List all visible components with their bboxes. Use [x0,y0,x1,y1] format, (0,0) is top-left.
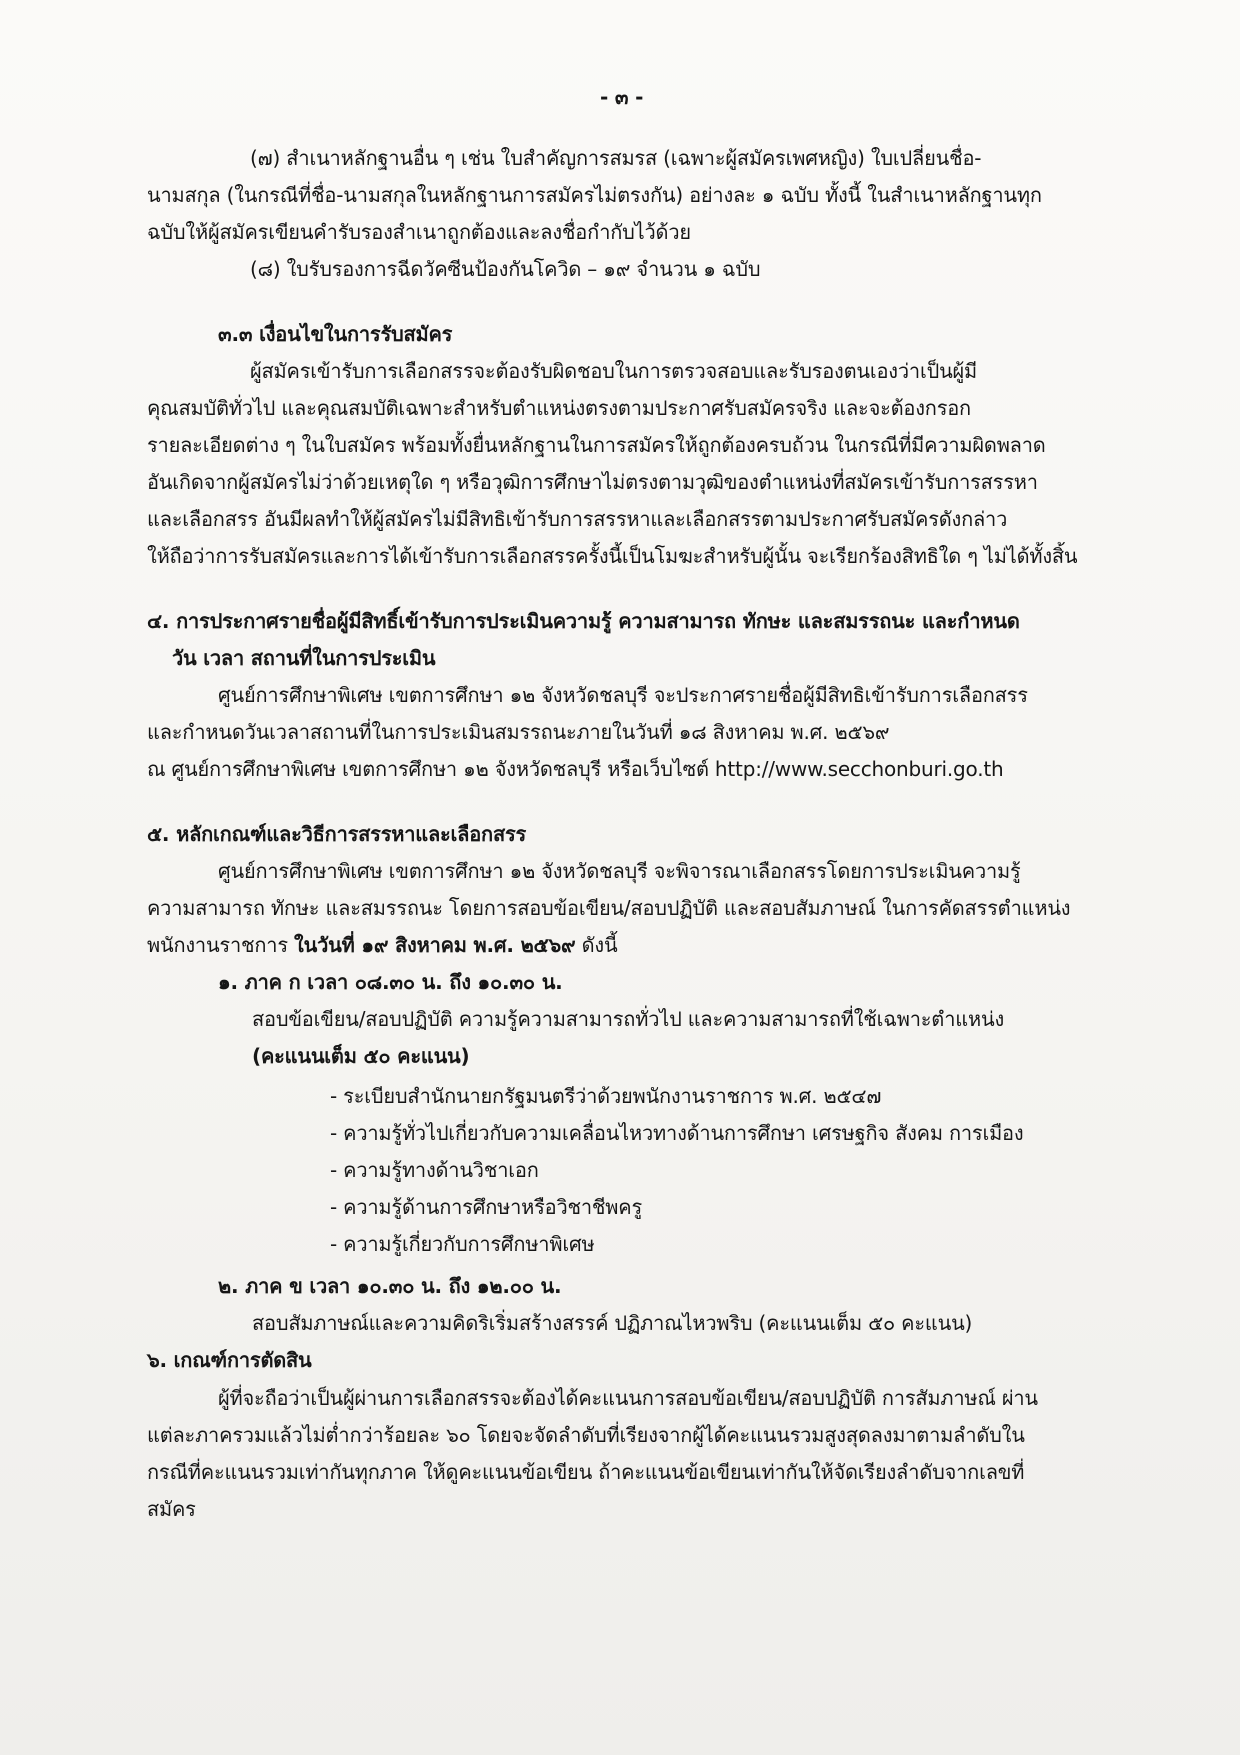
part-a-score: (คะแนนเต็ม ๕๐ คะแนน) [252,1044,470,1068]
part-a-bullet: - ความรู้ด้านการศึกษาหรือวิชาชีพครู [330,1195,642,1219]
part-a-bullet: - ระเบียบสำนักนายกรัฐมนตรีว่าด้วยพนักงานราชการ พ.ศ. ๒๕๔๗ [330,1084,882,1108]
part-a-desc: สอบข้อเขียน/สอบปฏิบัติ ความรู้ความสามารถทั่วไป และความสามารถที่ใช้เฉพาะตำแหน่ง [252,1007,1005,1031]
section-6-line: สมัคร [147,1497,196,1521]
item-7-line-1: (๗) สำเนาหลักฐานอื่น ๆ เช่น ใบสำคัญการสมรส (เฉพาะผู้สมัครเพศหญิง) ใบเปลี่ยนชื่อ- [250,146,982,170]
section-3-3-line: อันเกิดจากผู้สมัครไม่ว่าด้วยเหตุใด ๆ หรือวุฒิการศึกษาไม่ตรงตามวุฒิของตำแหน่งที่สมัครเข้ารับการสรรหา [147,470,1038,494]
part-a-title: ๑. ภาค ก เวลา ๐๘.๓๐ น. ถึง ๑๐.๓๐ น. [218,970,563,994]
section-4-line-2: และกำหนดวันเวลาสถานที่ในการประเมินสมรรถนะภายในวันที่ ๑๘ สิงหาคม พ.ศ. ๒๕๖๙ [147,720,890,744]
part-a-bullet: - ความรู้เกี่ยวกับการศึกษาพิเศษ [330,1232,595,1256]
section-6-line: ผู้ที่จะถือว่าเป็นผู้ผ่านการเลือกสรรจะต้องได้คะแนนการสอบข้อเขียน/สอบปฏิบัติ การสัมภาษณ์ ผ่าน [218,1386,1038,1410]
section-5-line-1: ศูนย์การศึกษาพิเศษ เขตการศึกษา ๑๒ จังหวัดชลบุรี จะพิจารณาเลือกสรรโดยการประเมินความรู้ [218,859,1021,883]
exam-date: ในวันที่ ๑๙ สิงหาคม พ.ศ. ๒๕๖๙ [294,933,576,957]
part-a-bullet: - ความรู้ทางด้านวิชาเอก [330,1158,539,1182]
page-number: - ๓ - [600,85,644,109]
part-b-title: ๒. ภาค ข เวลา ๑๐.๓๐ น. ถึง ๑๒.๐๐ น. [218,1274,562,1298]
section-3-3-line: คุณสมบัติทั่วไป และคุณสมบัติเฉพาะสำหรับตำแหน่งตรงตามประกาศรับสมัครจริง และจะต้องกรอก [147,396,971,420]
section-5-line-3-end: ดังนี้ [575,933,618,957]
section-6-line: แต่ละภาครวมแล้วไม่ต่ำกว่าร้อยละ ๖๐ โดยจะจัดลำดับที่เรียงจากผู้ได้คะแนนรวมสูงสุดลงมาตามลำดับใน [147,1423,1025,1447]
section-5-line-3 [147,934,617,957]
item-8: (๘) ใบรับรองการฉีดวัคซีนป้องกันโควิด – ๑๙ จำนวน ๑ ฉบับ [250,257,761,281]
section-5-line-2: ความสามารถ ทักษะ และสมรรถนะ โดยการสอบข้อเขียน/สอบปฏิบัติ และสอบสัมภาษณ์ ในการคัดสรรตำแหน่ง [147,896,1071,920]
section-4-heading: ๔. การประกาศรายชื่อผู้มีสิทธิ์เข้ารับการประเมินความรู้ ความสามารถ ทักษะ และสมรรถนะ และกำหนด [147,609,1020,633]
item-7-line-3: ฉบับให้ผู้สมัครเขียนคำรับรองสำเนาถูกต้องและลงชื่อกำกับไว้ด้วย [147,220,691,244]
part-b-desc: สอบสัมภาษณ์และความคิดริเริ่มสร้างสรรค์ ปฏิภาณไหวพริบ (คะแนนเต็ม ๕๐ คะแนน) [252,1311,973,1335]
section-3-3-line: ผู้สมัครเข้ารับการเลือกสรรจะต้องรับผิดชอบในการตรวจสอบและรับรองตนเองว่าเป็นผู้มี [250,359,978,383]
section-4-line-1: ศูนย์การศึกษาพิเศษ เขตการศึกษา ๑๒ จังหวัดชลบุรี จะประกาศรายชื่อผู้มีสิทธิเข้ารับการเลือกสรร [218,683,1028,707]
section-4-heading-cont: วัน เวลา สถานที่ในการประเมิน [172,646,436,670]
item-7-line-2: นามสกุล (ในกรณีที่ชื่อ-นามสกุลในหลักฐานการสมัครไม่ตรงกัน) อย่างละ ๑ ฉบับ ทั้งนี้ ในสำเนาหลักฐานทุก [147,183,1042,207]
section-6-heading: ๖. เกณฑ์การตัดสิน [147,1348,312,1372]
section-6-line: กรณีที่คะแนนรวมเท่ากันทุกภาค ให้ดูคะแนนข้อเขียน ถ้าคะแนนข้อเขียนเท่ากันให้จัดเรียงลำดับจากเลขที่ [147,1460,1025,1484]
section-5-line-3-start: พนักงานราชการ [147,933,295,957]
section-3-3-line: และเลือกสรร อันมีผลทำให้ผู้สมัครไม่มีสิทธิเข้ารับการสรรหาและเลือกสรรตามประกาศรับสมัครดังกล่าว [147,507,1008,531]
section-5-heading: ๕. หลักเกณฑ์และวิธีการสรรหาและเลือกสรร [147,822,527,846]
part-a-bullet: - ความรู้ทั่วไปเกี่ยวกับความเคลื่อนไหวทางด้านการศึกษา เศรษฐกิจ สังคม การเมือง [330,1121,1024,1145]
section-3-3-line: รายละเอียดต่าง ๆ ในใบสมัคร พร้อมทั้งยื่นหลักฐานในการสมัครให้ถูกต้องครบถ้วน ในกรณีที่มีความผิดพลาด [147,433,1046,457]
section-3-3-line: ให้ถือว่าการรับสมัครและการได้เข้ารับการเลือกสรรครั้งนี้เป็นโมฆะสำหรับผู้นั้น จะเรียกร้องสิทธิใด ๆ ไม่ได้ทั้งสิ้น [147,544,1078,568]
section-3-3-heading: ๓.๓ เงื่อนไขในการรับสมัคร [218,322,453,346]
section-4-line-3: ณ ศูนย์การศึกษาพิเศษ เขตการศึกษา ๑๒ จังหวัดชลบุรี หรือเว็บไซต์ http://www.secchonburi.go.th [147,757,1004,781]
